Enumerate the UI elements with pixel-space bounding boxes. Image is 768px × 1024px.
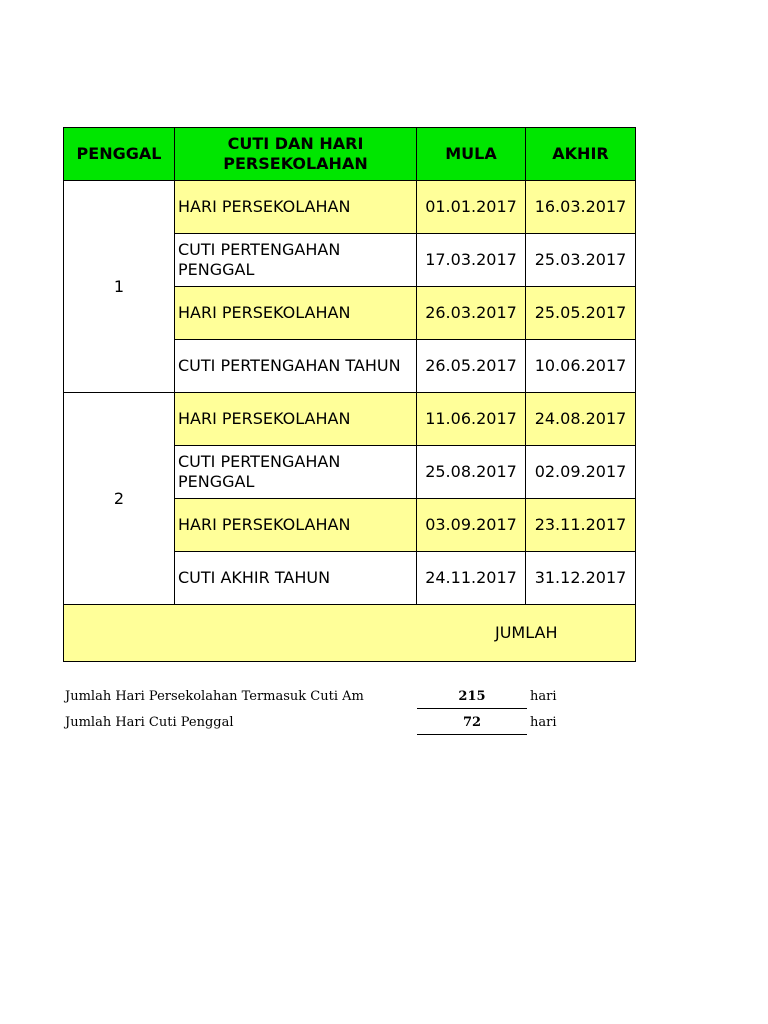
row-akhir: 31.12.2017 bbox=[526, 552, 636, 605]
header-mula: MULA bbox=[417, 128, 526, 181]
jumlah-row bbox=[64, 605, 636, 662]
penggal-number: 2 bbox=[64, 393, 175, 605]
header-penggal: PENGGAL bbox=[64, 128, 175, 181]
summary-unit: hari bbox=[530, 689, 557, 704]
row-mula: 24.11.2017 bbox=[417, 552, 526, 605]
row-akhir: 10.06.2017 bbox=[526, 340, 636, 393]
summary-label: Jumlah Hari Persekolahan Termasuk Cuti Am bbox=[65, 689, 364, 704]
row-desc: CUTI PERTENGAHAN PENGGAL bbox=[175, 446, 417, 499]
summary-underline bbox=[417, 708, 527, 709]
row-desc: HARI PERSEKOLAHAN bbox=[175, 393, 417, 446]
row-akhir: 25.05.2017 bbox=[526, 287, 636, 340]
row-mula: 17.03.2017 bbox=[417, 234, 526, 287]
summary-value: 215 bbox=[458, 689, 486, 704]
summary-holiday-days bbox=[65, 711, 565, 735]
header-akhir: AKHIR bbox=[526, 128, 636, 181]
row-mula: 26.03.2017 bbox=[417, 287, 526, 340]
row-mula: 01.01.2017 bbox=[417, 181, 526, 234]
row-mula: 26.05.2017 bbox=[417, 340, 526, 393]
row-desc: HARI PERSEKOLAHAN bbox=[175, 181, 417, 234]
summary-underline bbox=[417, 734, 527, 735]
summary-school-days bbox=[65, 685, 565, 709]
jumlah-cell bbox=[64, 605, 636, 662]
jumlah-label: JUMLAH bbox=[495, 623, 558, 642]
row-desc: CUTI PERTENGAHAN TAHUN bbox=[175, 340, 417, 393]
row-mula: 25.08.2017 bbox=[417, 446, 526, 499]
header-cuti-hari: CUTI DAN HARI PERSEKOLAHAN bbox=[175, 128, 417, 181]
row-mula: 03.09.2017 bbox=[417, 499, 526, 552]
table-header-row bbox=[64, 128, 636, 181]
row-desc: HARI PERSEKOLAHAN bbox=[175, 287, 417, 340]
table-row bbox=[64, 181, 636, 234]
summary-label: Jumlah Hari Cuti Penggal bbox=[65, 715, 234, 730]
row-desc: CUTI AKHIR TAHUN bbox=[175, 552, 417, 605]
row-akhir: 25.03.2017 bbox=[526, 234, 636, 287]
summary-value: 72 bbox=[462, 715, 482, 730]
row-desc: HARI PERSEKOLAHAN bbox=[175, 499, 417, 552]
row-mula: 11.06.2017 bbox=[417, 393, 526, 446]
penggal-number: 1 bbox=[64, 181, 175, 393]
school-calendar-table bbox=[63, 127, 636, 662]
row-akhir: 16.03.2017 bbox=[526, 181, 636, 234]
row-akhir: 24.08.2017 bbox=[526, 393, 636, 446]
summary-unit: hari bbox=[530, 715, 557, 730]
table-row bbox=[64, 393, 636, 446]
row-akhir: 23.11.2017 bbox=[526, 499, 636, 552]
row-akhir: 02.09.2017 bbox=[526, 446, 636, 499]
row-desc: CUTI PERTENGAHAN PENGGAL bbox=[175, 234, 417, 287]
